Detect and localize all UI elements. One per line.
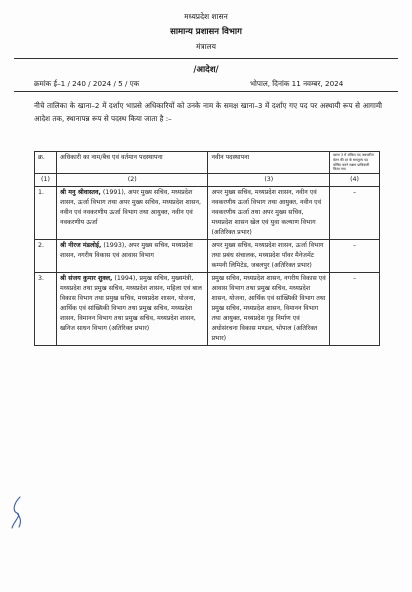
index-cell: (2): [56, 174, 208, 187]
intro-paragraph: नीचे तालिका के खाना–2 में दर्शाए भाप्रसे अधिकारियों को उनके नाम के समक्ष खाना–3 में दर्शाए गए पद पर अस्थायी रूप से आगामी आदेश तक, स्थानापन्न रूप से पदस्थ किया जाता है :–: [34, 101, 382, 123]
row-serial: 1.: [35, 187, 57, 240]
office-name: मंत्रालय: [195, 42, 216, 51]
officer-current-post: प्रमुख सचिव, मुख्यमंत्री, मध्यप्रदेश तथा प्रमुख सचिव, मध्यप्रदेश शासन, महिला एवं बाल विकास विभाग तथा प्रमुख सचिव, मध्यप्रदेश शासन, योजना, आर्थिक एवं सांख्यिकी विभाग तथा प्रमुख सचिव, मध्यप्रदेश शासन, विमानन विभाग तथा प्रमुख सचिव, मध्यप्रदेश शासन, खनिज साधन विभाग (अतिरिक्त प्रभार): [59, 275, 202, 333]
officer-batch: (1994),: [112, 275, 138, 283]
officer-batch: (1993),: [101, 242, 127, 250]
row-equivalent: –: [330, 240, 380, 273]
reference-number: क्रमांक ई–1 / 240 / 2024 / 5 / एक: [34, 79, 140, 88]
table-header-row: [35, 152, 380, 174]
header-equivalent: खाना 3 में अंकित पद अवधारित वेतन की दर के समतुल्य पद घोषित करने सक्षम प्राधिकारी किया गया: [330, 152, 380, 174]
signature-mark: [8, 495, 28, 531]
officer-batch: (1991),: [100, 189, 126, 197]
index-cell: (4): [330, 174, 380, 187]
table-row: [35, 187, 380, 240]
officer-name: श्री संजय कुमार शुक्ल,: [59, 275, 113, 283]
row-officer: [56, 240, 208, 273]
table-index-row: [35, 174, 380, 187]
index-cell: (3): [208, 174, 330, 187]
officer-name: श्री मनु श्रीवास्तव,: [59, 189, 101, 197]
header-rule-bottom: [14, 91, 398, 92]
header-serial: क्र.: [35, 152, 57, 174]
department-name: सामान्य प्रशासन विभाग: [170, 27, 242, 37]
row-officer: [56, 273, 208, 346]
row-new-post: अपर मुख्य सचिव, मध्यप्रदेश शासन, नवीन एवं नवकरणीय ऊर्जा विभाग तथा आयुक्त, नवीन एवं नवकरणीय ऊर्जा तथा अपर मुख्य सचिव, मध्यप्रदेश शासन खेल एवं युवा कल्याण विभाग (अतिरिक्त प्रभार): [208, 187, 330, 240]
header-rule-top: [14, 58, 398, 59]
row-equivalent: –: [330, 273, 380, 346]
table-row: [35, 273, 380, 346]
header-officer: अधिकारी का नाम/बैच एवं वर्तमान पदस्थापना: [56, 152, 208, 174]
officer-current-post: अपर मुख्य सचिव, मध्यप्रदेश शासन, नगरीय विकास एवं आवास विभाग: [59, 242, 193, 260]
order-title: /आदेश/: [193, 65, 219, 75]
row-officer: [56, 187, 208, 240]
order-date: भोपाल, दिनांक 11 नवम्बर, 2024: [250, 79, 344, 88]
row-new-post: प्रमुख सचिव, मध्यप्रदेश शासन, नगरीय विकास एवं आवास विभाग तथा प्रमुख सचिव, मध्यप्रदेश शासन, योजना, आर्थिक एवं सांख्यिकी विभाग तथा प्रमुख सचिव, मध्यप्रदेश शासन, विमानन विभाग तथा आयुक्त, मध्यप्रदेश गृह निर्माण एवं अधोसंरचना विकास मण्डल, भोपाल (अतिरिक्त प्रभार): [208, 273, 330, 346]
officer-name: श्री नीरज मंडलोई,: [59, 242, 102, 250]
officer-current-post: अपर मुख्य सचिव, मध्यप्रदेश शासन, ऊर्जा विभाग तथा अपर मुख्य सचिव, मध्यप्रदेश शासन, नवीन एवं नवकरणीय ऊर्जा विभाग तथा आयुक्त, नवीन एवं नवकरणीय ऊर्जा: [59, 189, 201, 227]
govt-name: मध्यप्रदेश शासन: [184, 12, 228, 21]
header-new-post: नवीन पदस्थापना: [208, 152, 330, 174]
row-equivalent: –: [330, 187, 380, 240]
posting-table: [34, 151, 380, 346]
row-serial: 3.: [35, 273, 57, 346]
table-row: [35, 240, 380, 273]
row-serial: 2.: [35, 240, 57, 273]
index-cell: (1): [35, 174, 57, 187]
row-new-post: अपर मुख्य सचिव, मध्यप्रदेश शासन, ऊर्जा विभाग तथा प्रबंध संचालक, मध्यप्रदेश पॉवर मैनेजमेंट कम्पनी लिमिटेड, जबलपुर (अतिरिक्त प्रभार): [208, 240, 330, 273]
